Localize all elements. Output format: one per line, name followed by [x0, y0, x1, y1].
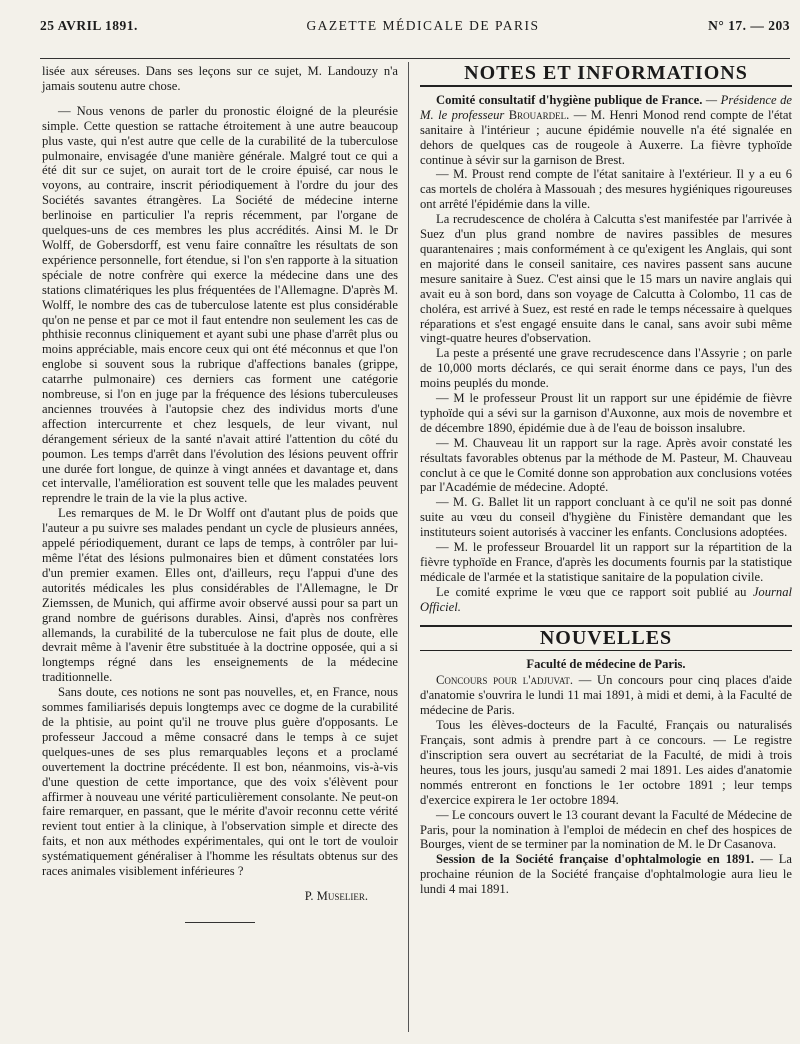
paragraph: Les remarques de M. le Dr Wolff ont d'autant plus de poids que l'auteur a pu suivre ses malades pendant un cycle de plusieurs années, appelé périodiquement, durant ce laps de temps, à contrôler par lui-même l'état des lésions pulmonaires bien et dûment constatées lors d'un premier examen. Elles ont, d'ailleurs, reçu l'appui d'une des autorités médicales les plus considérables de l'Allemagne, le Dr Ziemssen, de Munich, qui affirme avoir observé aussi pour sa part un grand nombre de guérisons durables. Ainsi, d'après nos confrères allemands, la curabilité de la tuberculose ne fait plus de doute, elle devrait même à l'avenir être substituée à la doctrine opposée, qui a si longtemps régné dans les enseignements de la médecine traditionnelle. — [42, 506, 398, 685]
section-title: NOTES ET INFORMATIONS — [464, 62, 748, 84]
paragraph: — M. Chauveau lit un rapport sur la rage. Après avoir constaté les résultats favorables obtenus par la méthode de M. Pasteur, M. Chauveau conclut à ce que le Comité donne son approbation aux conclusions votées par l'Académie de médecine. Adopté. — [420, 435, 792, 495]
section-title: NOUVELLES — [539, 626, 673, 649]
paragraph: — M. G. Ballet lit un rapport concluant à ce qu'il ne soit pas donné suite au vœu du conseil d'hygiène du Finistère demandant que les instituteurs soient autorisés à vacciner les enfants. Conclusions adoptées. — [420, 495, 792, 540]
journal-officiel: Journal Officiel. — [420, 584, 792, 614]
paragraph: La recrudescence de choléra à Calcutta s'est manifestée par l'arrivée à Suez d'un plus grand nombre de navires passibles de mesures quarantenaires ; mais conformément à ce qu'exigent les Anglais, qui sont en majorité dans le conseil sanitaire, ces navires passent sans aucune mesure sanitaire à Suez. C'est ainsi que le 15 mars un navire anglais qui avait eu à son bord, dans son voyage de Calcutta à Colombo, 11 cas de choléra, est arrivé à Suez, est resté en rade le temps nécessaire à quelques réparations et s'est engagé ensuite dans le canal, sans avoir subi même vingt-quatre heures d'observation. — [420, 212, 792, 346]
paragraph: — M. le professeur Brouardel lit un rapport sur la répartition de la fièvre typhoïde en France, d'après les documents fournis par la statistique médicale de l'armée et la statistique sanitaire de la population civile. — [420, 540, 792, 584]
paragraph — [420, 673, 792, 718]
paragraph: Tous les élèves-docteurs de la Faculté, Français ou naturalisés Français, sont admis à prendre part à ce concours. — Le registre d'inscription sera ouvert au secrétariat de la Faculté, de midi à trois heures, tous les jours, jusqu'au samedi 2 mai 1891. Les aides d'anatomie nommés entreront en fonctions le 1er octobre 1891 ; leur temps d'exercice expirera le 1er octobre 1894. — [420, 718, 792, 807]
comite-heading: Comité consultatif d'hygiène publique de France. — [436, 92, 703, 107]
issue-date: 25 AVRIL 1891. — [40, 18, 138, 33]
page-header — [40, 10, 790, 42]
column-divider — [408, 62, 409, 1032]
subheading: Faculté de médecine de Paris. — [526, 656, 686, 671]
concours-label: Concours pour l'adjuvat. — [436, 673, 574, 688]
concours-text: — Un concours pour cinq places d'aide d'anatomie s'ouvrira le lundi 11 mai 1891, à midi et demi, à la Faculté de médecine de Paris. — [420, 673, 792, 718]
author-signature: P. Muselier. — [304, 888, 368, 903]
nouvelles-header — [420, 625, 792, 651]
paragraph: — M le professeur Proust lit un rapport sur une épidémie de fièvre typhoïde qui a sévi sur la garnison d'Auxonne, aux mois de novembre et de décembre 1890, épidémie due à de l'eau de boisson insalubre. — [420, 391, 792, 435]
journal-title: GAZETTE MÉDICALE DE PARIS — [306, 18, 540, 33]
paragraph: La peste a présenté une grave recrudescence dans l'Assyrie ; on parle de 10,000 morts déclarés, ce qui serait énorme dans ce pays, l'un des moins peuplés du monde. — [420, 346, 792, 391]
left-column — [42, 64, 398, 923]
right-column — [420, 64, 792, 897]
comite-text: — M. Henri Monod rend compte de l'état sanitaire à l'intérieur ; aucune épidémie nouvelle n'a été signalée en dehors de quelques cas de rougeole à Auxerre. La fièvre typhoïde continue à sévir sur la garnison de Brest. — [420, 107, 792, 167]
page-number: N° 17. — 203 — [708, 18, 790, 33]
end-rule — [185, 922, 255, 923]
paragraph — [420, 93, 792, 168]
notes-header — [420, 64, 792, 87]
paragraph: Sans doute, ces notions ne sont pas nouvelles, et, en France, nous sommes familiarisés depuis longtemps avec ce dogme de la curabilité de la phtisie, au point qu'il ne trouve plus guère d'opposants. Le professeur Jaccoud a même consacré dans le temps à ce sujet quelques-unes de ses plus remarquables leçons et a proclamé ouvertement la doctrine précédente. Il est bon, néanmoins, vis-à-vis d'une question de cette importance, que des voix s'élèvent pour affirmer à nouveau une vérité particulièrement consolante. Ne peut-on faire remarquer, en passant, que le mérite d'avoir reconnu cette vérité revient tout entier à la clinique, à l'observation simple et directe des faits, et non aux méthodes expérimentales, qui ont le tort de vouloir systématiquement généraliser à l'homme les résultats obtenus sur des races animales visiblement inférieures ? — [42, 685, 398, 879]
paragraph: — M. Proust rend compte de l'état sanitaire à l'extérieur. Il y a eu 6 cas mortels de choléra à Massouah ; des mesures hygiéniques rigoureuses ont arrêté l'épidémie dans la ville. — [420, 167, 792, 212]
header-rule — [40, 58, 790, 59]
session-heading: Session de la Société française d'ophtalmologie en 1891. — [436, 852, 755, 867]
comite-presidence: — Présidence de M. le professeur — [420, 92, 792, 122]
paragraph: — Nous venons de parler du pronostic éloigné de la pleurésie simple. Cette question se rattache étroitement à une autre beaucoup plus vaste, qui n'est autre que celle de la curabilité de la tuberculose pulmonaire, envisagée d'une manière générale. Malgré tout ce qui a été dit sur ce sujet, on aurait tort de le croire épuisé, car nous le voyons, au contraire, inscrit périodiquement à l'ordre du jour des Sociétés savantes étrangères. La Société de médecine interne berlinoise en particulier l'a repris récemment, par l'organe de quelques-uns de ces membres les plus accrédités. Ainsi M. le Dr Wolff, de Gobersdorff, est venu faire connaître les résultats de son expérience personnelle, fort étendue, si l'on s'en rapporte à la situation spéciale de notre confrère qui exerce la médecine dans une des stations climatériques les plus fréquentées de l'Allemagne. D'après M. Wolff, le nombre des cas de tuberculose latente est plus considérable qu'on ne pense et par ce mot il faut entendre non seulement les cas de phthisie reconnus cliniquement et ayant subi une phase d'arrêt plus ou moins appréciable, mais encore ceux qui ont été méconnus et que l'on englobe si souvent sous la rubrique d'affections banales (grippe, catarrhe pulmonaire) ces derniers cas forment une catégorie nombreuse, si l'on en juge par la fréquence des lésions tuberculeuses anciennes trouvées à l'autopsie chez des individus morts d'une affection intercurrente et chez lesquels, de leur vivant, nul dérangement sérieux de la santé n'avait attiré l'attention du côté du poumon. Les temps d'arrêt dans l'évolution des lésions peuvent offrir une durée fort longue, de quinze à vingt années et davantage et, dans cet intervalle, l'amélioration est souvent telle que les malades peuvent reprendre le train de la vie la plus active. — [42, 103, 398, 506]
comite-president: Brouardel. — [508, 107, 570, 122]
paragraph: — Le concours ouvert le 13 courant devant la Faculté de Médecine de Paris, pour la nomination à l'emploi de médecin en chef des hospices de Bourges, vient de se terminer par la nomination de M. le Dr Casanova. — [420, 807, 792, 852]
paragraph — [420, 585, 792, 615]
paragraph-text: Le comité exprime le vœu que ce rapport soit publié au — [436, 584, 747, 599]
paragraph — [420, 852, 792, 897]
session-text: — La prochaine réunion de la Société française d'ophtalmologie aura lieu le lundi 4 mai 1891. — [420, 852, 792, 897]
paragraph: lisée aux séreuses. Dans ses leçons sur ce sujet, M. Landouzy n'a jamais soutenu autre chose. — [42, 64, 398, 93]
